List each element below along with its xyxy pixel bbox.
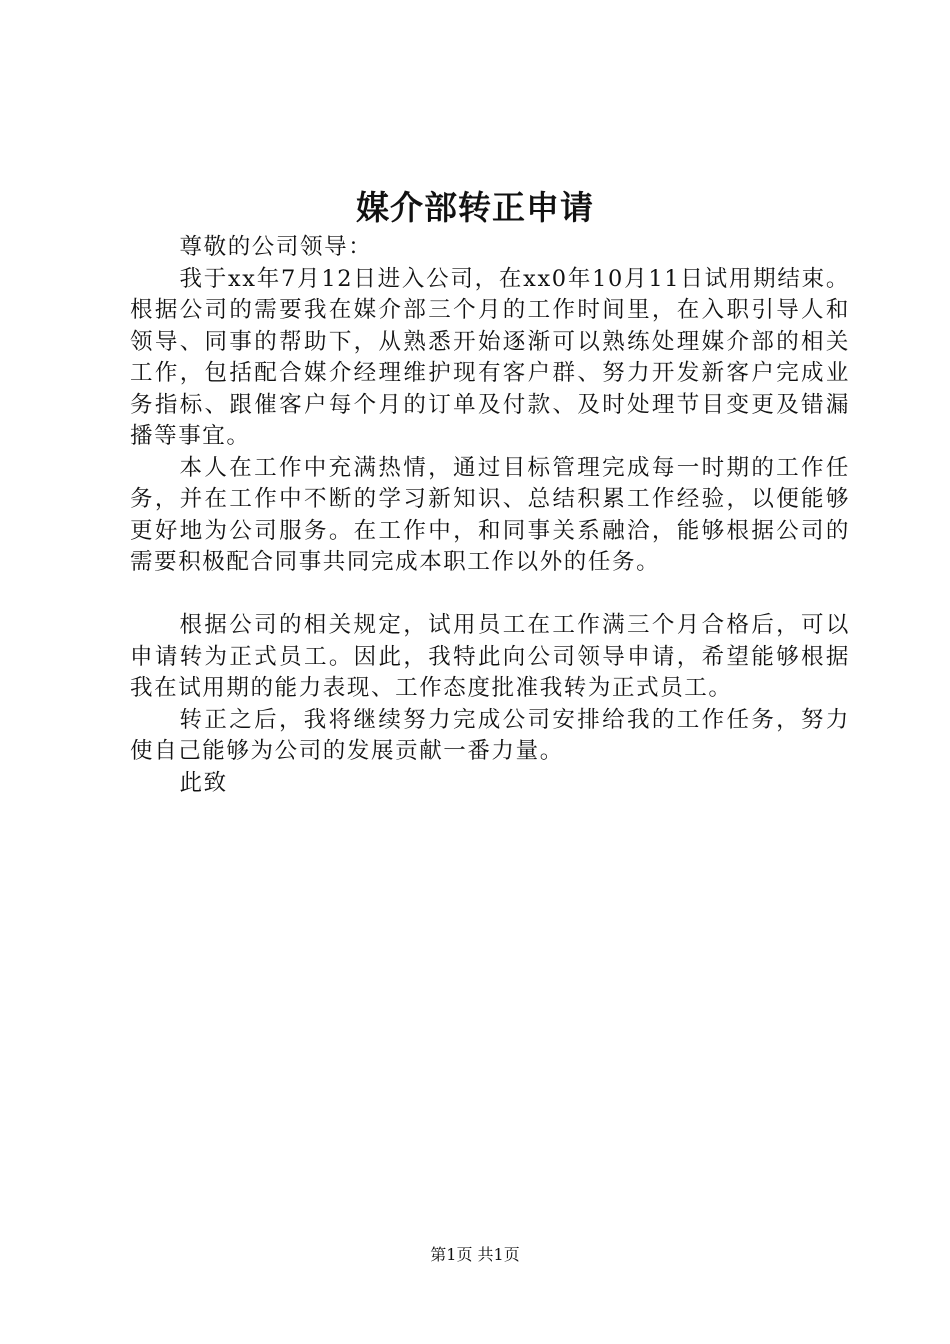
paragraph-2: 本人在工作中充满热情，通过目标管理完成每一时期的工作任务，并在工作中不断的学习新知识、总结积累工作经验，以便能够更好地为公司服务。在工作中，和同事关系融洽，能够根据公司的需要积极配合同事共同完成本职工作以外的任务。 bbox=[130, 454, 850, 575]
closing: 此致 bbox=[179, 769, 228, 796]
paragraph-4: 转正之后，我将继续努力完成公司安排给我的工作任务，努力使自己能够为公司的发展贡献一番力量。 bbox=[130, 706, 850, 764]
page-footer: 第1页 共1页 bbox=[430, 1245, 520, 1264]
paragraph-1: 我于xx年7月12日进入公司，在xx0年10月11日试用期结束。根据公司的需要我在媒介部三个月的工作时间里，在入职引导人和领导、同事的帮助下，从熟悉开始逐渐可以熟练处理媒介部的相关工作，包括配合媒介经理维护现有客户群、努力开发新客户完成业务指标、跟催客户每个月的订单及付款、及时处理节目变更及错漏播等事宜。 bbox=[130, 265, 850, 449]
salutation: 尊敬的公司领导： bbox=[179, 234, 373, 260]
document-body bbox=[130, 232, 850, 799]
document-title: 媒介部转正申请 bbox=[356, 188, 594, 227]
paragraph-3: 根据公司的相关规定，试用员工在工作满三个月合格后，可以申请转为正式员工。因此，我特此向公司领导申请，希望能够根据我在试用期的能力表现、工作态度批准我转为正式员工。 bbox=[130, 612, 850, 701]
